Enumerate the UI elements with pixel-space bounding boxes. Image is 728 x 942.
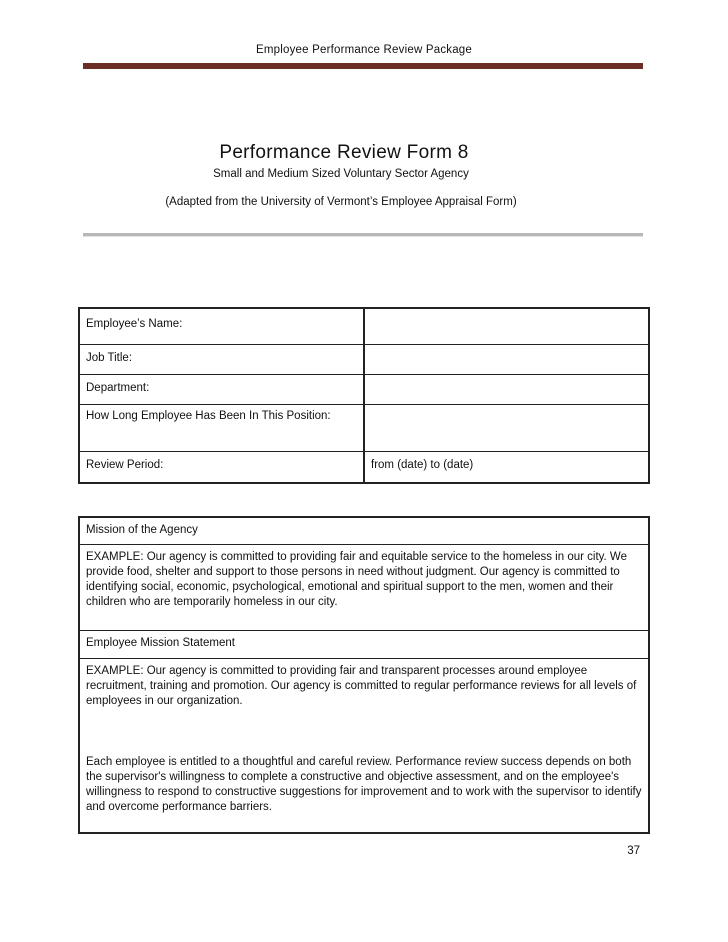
review-entitlement-text: Each employee is entitled to a thoughtful and careful review. Performance review success depends on both the supervisor's willingness to complete a constructive and objective assessment, and on the employee's willingness to respond to constructive suggestions for improvement and to work with the supervisor to identify and overcome performance barriers. xyxy=(86,755,642,813)
employee-mission-text: EXAMPLE: Our agency is committed to providing fair and transparent processes around employee recruitment, training and promotion. Our agency is committed to regular performance reviews for all levels of employees in our organization. xyxy=(86,664,637,707)
review-period-label: Review Period: xyxy=(79,451,364,483)
department-field[interactable] xyxy=(364,374,649,404)
agency-mission-text[interactable]: EXAMPLE: Our agency is committed to providing fair and equitable service to the homeless in our city. We provide food, shelter and support to those persons in need without judgment. Our agency is committed to identifying social, economic, psychological, emotional and spiritual support to the men, women and their children who are temporarily homeless in our city. xyxy=(79,544,649,630)
employee-mission-cell[interactable] xyxy=(79,658,649,833)
mission-table xyxy=(78,516,650,834)
tenure-label: How Long Employee Has Been In This Position: xyxy=(79,404,364,451)
job-title-label: Job Title: xyxy=(79,344,364,374)
employee-name-label: Employee’s Name: xyxy=(79,308,364,344)
page-number: 37 xyxy=(627,845,640,857)
page-header: Employee Performance Review Package xyxy=(255,44,473,56)
table-row xyxy=(79,308,649,344)
section-divider xyxy=(83,233,643,237)
header-rule xyxy=(83,63,643,69)
agency-mission-heading: Mission of the Agency xyxy=(79,517,649,544)
department-label: Department: xyxy=(79,374,364,404)
table-row xyxy=(79,658,649,833)
review-period-field[interactable]: from (date) to (date) xyxy=(364,451,649,483)
form-source-note: (Adapted from the University of Vermont’s Employee Appraisal Form) xyxy=(165,196,517,208)
employee-info-table xyxy=(78,307,650,484)
table-row xyxy=(79,630,649,658)
table-row xyxy=(79,544,649,630)
employee-name-field[interactable] xyxy=(364,308,649,344)
table-row xyxy=(79,374,649,404)
table-row xyxy=(79,451,649,483)
paragraph-spacer xyxy=(86,709,642,755)
employee-mission-heading: Employee Mission Statement xyxy=(79,630,649,658)
job-title-field[interactable] xyxy=(364,344,649,374)
table-row xyxy=(79,404,649,451)
tenure-field[interactable] xyxy=(364,404,649,451)
table-row xyxy=(79,517,649,544)
form-subtitle: Small and Medium Sized Voluntary Sector Agency xyxy=(213,168,469,180)
form-title: Performance Review Form 8 xyxy=(219,142,469,163)
table-row xyxy=(79,344,649,374)
